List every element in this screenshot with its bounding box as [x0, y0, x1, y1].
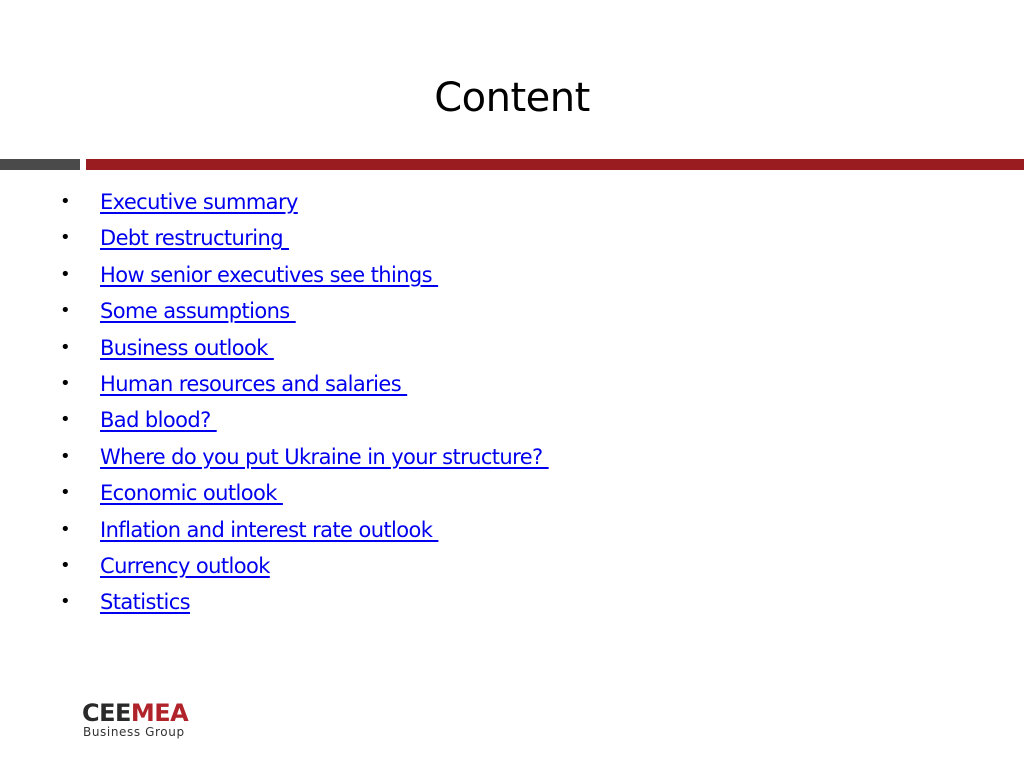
link-statistics[interactable]: Statistics — [100, 590, 190, 615]
logo-wordmark — [82, 700, 188, 726]
link-some-assumptions[interactable]: Some assumptions — [100, 299, 296, 324]
link-executive-summary[interactable]: Executive summary — [100, 190, 298, 214]
link-ukraine-structure[interactable]: Where do you put Ukraine in your structure? — [100, 444, 549, 469]
bullet-icon: • — [60, 518, 71, 540]
link-debt-restructuring[interactable]: Debt restructuring — [100, 226, 290, 251]
bullet-icon: • — [60, 336, 71, 358]
ceemea-logo — [82, 700, 232, 742]
link-senior-executives[interactable]: How senior executives see things — [100, 262, 439, 287]
logo-wordmark-red: MEA — [130, 699, 189, 727]
link-economic-outlook[interactable]: Economic outlook — [100, 481, 283, 506]
bullet-icon: • — [60, 300, 71, 322]
logo-wordmark-dark: CEE — [82, 699, 131, 727]
slide-title: Content — [434, 75, 590, 121]
bullet-icon: • — [60, 591, 71, 613]
bullet-icon: • — [60, 445, 71, 467]
bullet-icon: • — [60, 372, 71, 394]
bullet-icon: • — [60, 482, 71, 504]
bullet-icon: • — [60, 227, 71, 249]
link-human-resources[interactable]: Human resources and salaries — [100, 371, 408, 396]
logo-subtitle: Business Group — [83, 725, 185, 739]
bullet-icon: • — [60, 191, 71, 212]
title-rule-red — [86, 159, 1024, 170]
link-business-outlook[interactable]: Business outlook — [100, 335, 274, 360]
link-inflation-interest[interactable]: Inflation and interest rate outlook — [100, 517, 439, 542]
link-currency-outlook[interactable]: Currency outlook — [100, 553, 270, 578]
title-rule-grey — [0, 159, 80, 170]
bullet-icon: • — [60, 554, 71, 576]
link-bad-blood[interactable]: Bad blood? — [100, 408, 217, 433]
bullet-icon: • — [60, 263, 71, 285]
bullet-icon: • — [60, 409, 71, 431]
